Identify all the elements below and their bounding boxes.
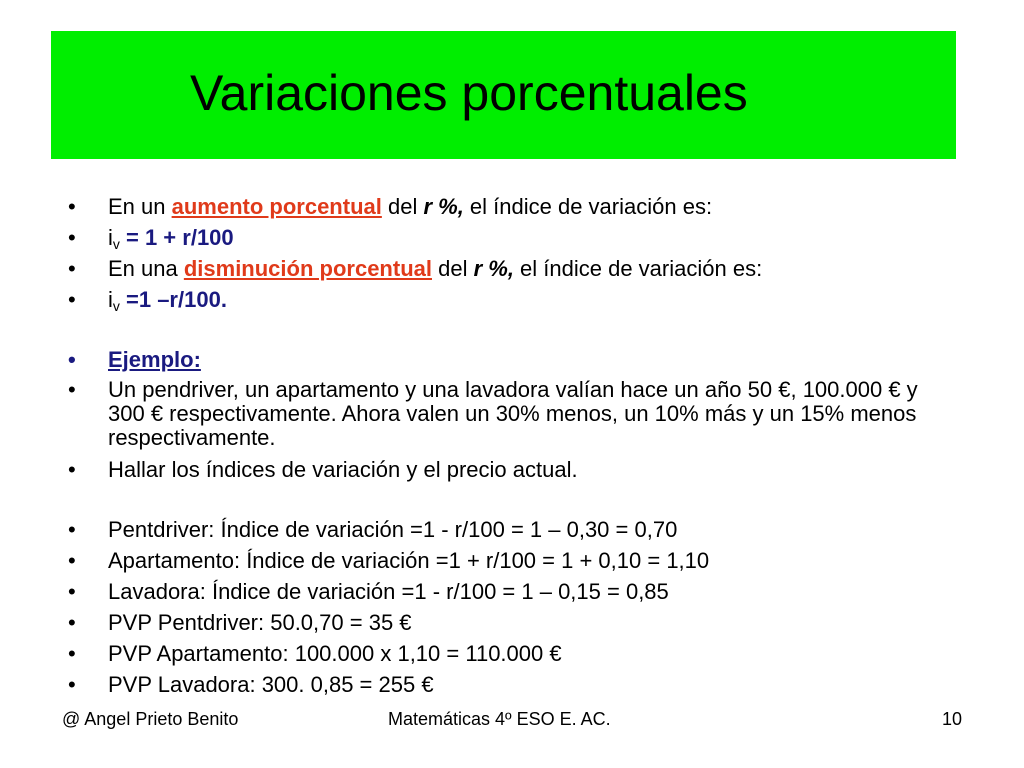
example-statement: Un pendriver, un apartamento y una lavadora valían hace un año 50 €, 100.000 € y 300 € respectivamente. Ahora valen un 30% menos, un 10% más y un 15% menos respectivamente. — [108, 377, 918, 450]
text-segment: el índice de variación es: — [463, 194, 713, 219]
result-apartment-index: Apartamento: Índice de variación =1 + r/100 = 1 + 0,10 = 1,10 — [108, 548, 710, 573]
text-segment: del — [431, 256, 474, 281]
text-segment: r %, — [423, 194, 464, 219]
bullet-marker: • — [68, 347, 76, 372]
bullet-marker: • — [68, 377, 76, 402]
bullet-text — [108, 257, 948, 281]
text-segment: el índice de variación es: — [513, 256, 763, 281]
result-apartment-price: PVP Apartamento: 100.000 x 1,10 = 110.000 € — [108, 641, 562, 666]
bullet-marker: • — [68, 548, 76, 573]
example-question: Hallar los índices de variación y el precio actual. — [108, 457, 578, 482]
bullet-marker: • — [68, 672, 76, 697]
bullet-marker: • — [68, 641, 76, 666]
bullet-marker: • — [68, 256, 76, 281]
text-segment: i — [108, 287, 113, 312]
bullet-marker: • — [68, 517, 76, 542]
text-segment: v — [112, 236, 120, 252]
slide-title: Variaciones porcentuales — [190, 65, 748, 121]
bullet-marker: • — [68, 194, 76, 219]
highlight-disminucion: disminución porcentual — [183, 256, 432, 281]
text-segment: =1 –r/100. — [119, 287, 227, 312]
result-pendriver-index: Pentdriver: Índice de variación =1 - r/100 = 1 – 0,30 = 0,70 — [108, 517, 678, 542]
bullet-marker: • — [68, 287, 76, 312]
text-segment: r %, — [473, 256, 514, 281]
bullet-marker: • — [68, 225, 76, 250]
bullet-text — [108, 195, 948, 219]
result-washer-price: PVP Lavadora: 300. 0,85 = 255 € — [108, 672, 434, 697]
bullet-marker: • — [68, 610, 76, 635]
text-segment: del — [381, 194, 424, 219]
footer-author: @ Angel Prieto Benito — [62, 709, 239, 729]
formula-increase — [108, 226, 948, 256]
bullet-marker: • — [68, 579, 76, 604]
text-segment: v — [112, 298, 120, 314]
formula-decrease — [108, 288, 948, 318]
text-segment: En un — [108, 194, 172, 219]
footer-course: Matemáticas 4º ESO E. AC. — [388, 709, 611, 729]
text-segment: = 1 + r/100 — [119, 225, 234, 250]
footer-page-number: 10 — [942, 709, 963, 729]
result-washer-index: Lavadora: Índice de variación =1 - r/100 = 1 – 0,15 = 0,85 — [108, 579, 669, 604]
text-segment: i — [108, 225, 113, 250]
text-segment: En una — [108, 256, 184, 281]
bullet-marker: • — [68, 457, 76, 482]
result-pendriver-price: PVP Pentdriver: 50.0,70 = 35 € — [108, 610, 412, 635]
example-heading: Ejemplo: — [108, 347, 201, 372]
highlight-aumento: aumento porcentual — [171, 194, 382, 219]
